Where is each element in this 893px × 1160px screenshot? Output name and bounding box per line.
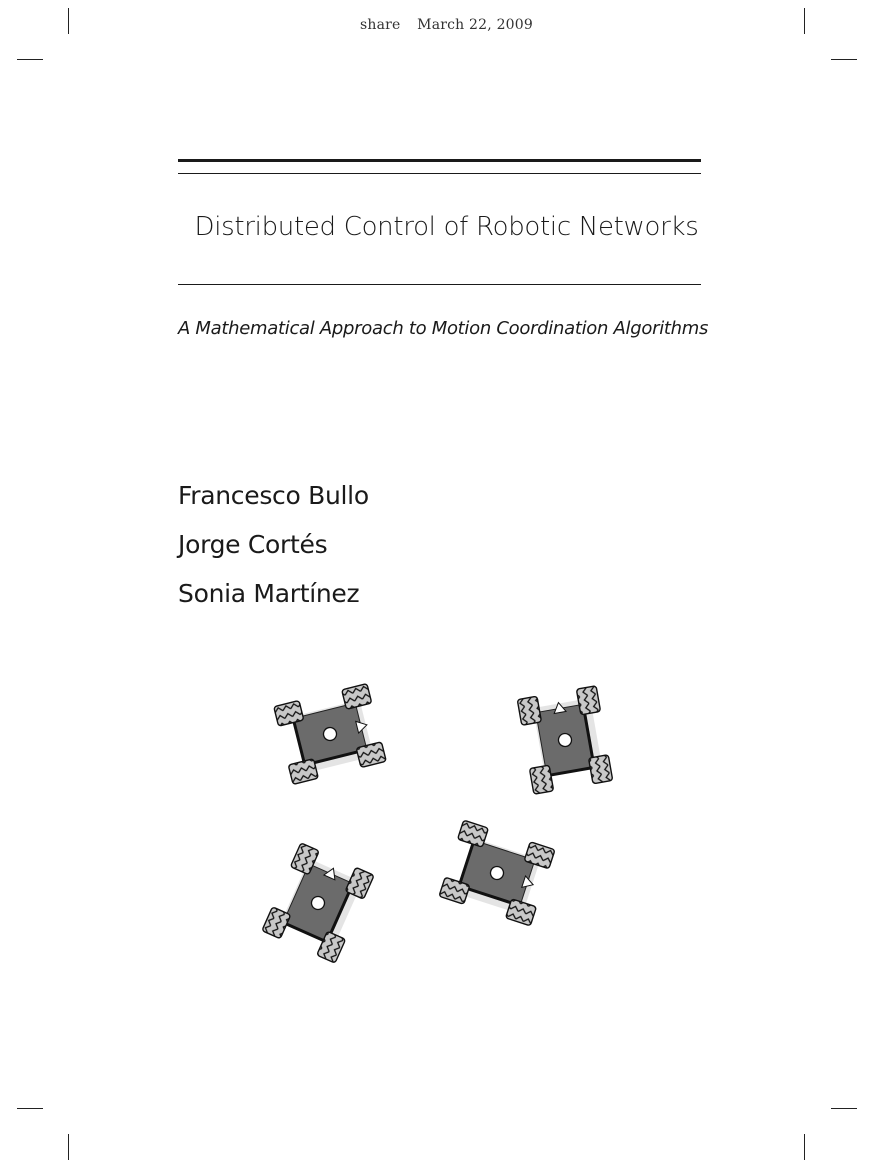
- author-name: Jorge Cortés: [178, 530, 328, 559]
- robot-icon: [439, 820, 555, 926]
- crop-mark: [804, 1134, 805, 1160]
- book-subtitle: A Mathematical Approach to Motion Coordination Algorithms: [178, 318, 709, 339]
- subtitle-rule: [178, 284, 701, 285]
- crop-mark: [68, 1134, 69, 1160]
- title-rule-thick: [178, 159, 701, 162]
- header-label: share: [359, 17, 401, 33]
- running-head: [0, 17, 893, 33]
- crop-mark: [17, 59, 43, 60]
- header-date: March 22, 2009: [417, 17, 533, 33]
- robot-icon: [517, 686, 612, 794]
- crop-mark: [831, 1108, 857, 1109]
- crop-mark: [831, 59, 857, 60]
- title-rule-thin: [178, 173, 701, 174]
- author-list: [178, 478, 369, 625]
- crop-mark: [17, 1108, 43, 1109]
- robot-icon: [274, 684, 387, 785]
- robot-icon: [262, 843, 374, 963]
- author-name: Francesco Bullo: [178, 481, 369, 510]
- book-title: Distributed Control of Robotic Networks: [194, 212, 699, 242]
- author-name: Sonia Martínez: [178, 579, 360, 608]
